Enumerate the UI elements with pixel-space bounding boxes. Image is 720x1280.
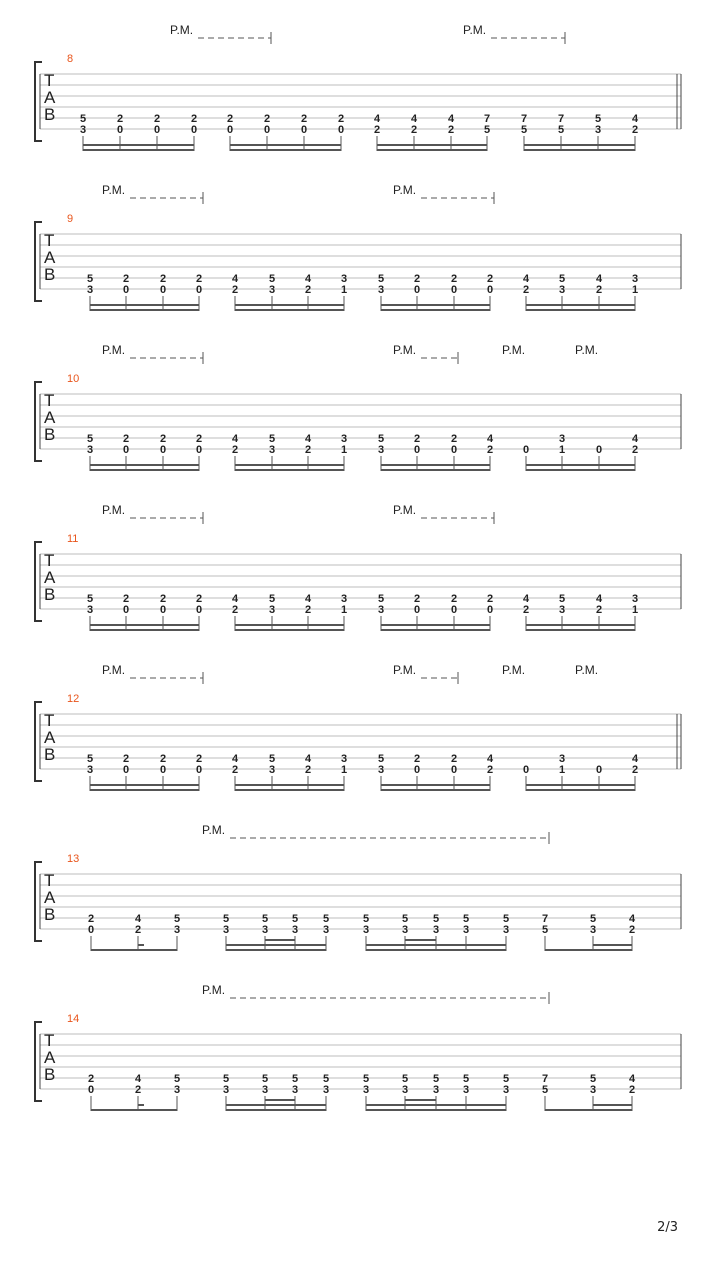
fret-number: 0 — [195, 604, 203, 616]
tab-clef-t: T — [44, 551, 55, 570]
palm-mute-label: P.M. — [102, 503, 126, 517]
fret-number: 0 — [122, 604, 130, 616]
fret-number: 3 — [86, 604, 94, 616]
fret-number: 0 — [159, 764, 167, 776]
tab-clef-b: B — [44, 1065, 56, 1084]
measure-number: 11 — [67, 533, 79, 545]
fret-number: 5 — [377, 753, 385, 765]
fret-number: 5 — [322, 1073, 330, 1085]
fret-number: 2 — [486, 444, 494, 456]
fret-number: 5 — [401, 913, 409, 925]
fret-number: 3 — [558, 433, 566, 445]
fret-number: 3 — [502, 1084, 510, 1096]
fret-number: 5 — [86, 273, 94, 285]
fret-number: 0 — [226, 124, 234, 136]
tab-clef-b: B — [44, 265, 56, 284]
fret-number: 7 — [557, 113, 565, 125]
fret-number: 2 — [231, 764, 239, 776]
fret-number: 7 — [483, 113, 491, 125]
fret-number: 3 — [377, 284, 385, 296]
fret-number: 3 — [222, 1084, 230, 1096]
fret-number: 2 — [450, 273, 458, 285]
fret-number: 3 — [86, 444, 94, 456]
fret-number: 3 — [268, 604, 276, 616]
tab-clef-t: T — [44, 391, 55, 410]
fret-number: 7 — [520, 113, 528, 125]
palm-mute-label: P.M. — [502, 663, 526, 677]
fret-number: 3 — [558, 753, 566, 765]
fret-number: 2 — [159, 593, 167, 605]
fret-number: 2 — [413, 433, 421, 445]
tab-clef-b: B — [44, 745, 56, 764]
fret-number: 4 — [134, 913, 142, 925]
fret-number: 1 — [340, 444, 348, 456]
fret-number: 2 — [447, 124, 455, 136]
fret-number: 2 — [159, 273, 167, 285]
fret-number: 3 — [322, 924, 330, 936]
fret-number: 0 — [450, 284, 458, 296]
fret-number: 4 — [447, 113, 455, 125]
fret-number: 2 — [304, 764, 312, 776]
fret-number: 3 — [261, 1084, 269, 1096]
fret-number: 3 — [268, 764, 276, 776]
fret-number: 4 — [628, 913, 636, 925]
fret-number: 2 — [486, 593, 494, 605]
tab-clef-t: T — [44, 231, 55, 250]
palm-mute-label: P.M. — [393, 343, 417, 357]
fret-number: 2 — [231, 604, 239, 616]
palm-mute-label: P.M. — [502, 343, 526, 357]
fret-number: 5 — [541, 924, 549, 936]
tab-clef-t: T — [44, 871, 55, 890]
fret-number: 3 — [432, 924, 440, 936]
fret-number: 0 — [450, 444, 458, 456]
fret-number: 2 — [159, 433, 167, 445]
fret-number: 3 — [261, 924, 269, 936]
fret-number: 5 — [502, 913, 510, 925]
fret-number: 5 — [222, 913, 230, 925]
fret-number: 2 — [595, 604, 603, 616]
fret-number: 0 — [122, 444, 130, 456]
measure-number: 10 — [67, 373, 80, 385]
measure-number: 9 — [67, 213, 74, 225]
fret-number: 1 — [340, 604, 348, 616]
fret-number: 0 — [595, 444, 603, 456]
measure-number: 14 — [67, 1013, 80, 1025]
fret-number: 5 — [173, 1073, 181, 1085]
fret-number: 2 — [87, 1073, 95, 1085]
fret-number: 4 — [304, 593, 312, 605]
fret-number: 4 — [595, 593, 603, 605]
fret-number: 3 — [401, 1084, 409, 1096]
fret-number: 2 — [195, 753, 203, 765]
fret-number: 5 — [362, 1073, 370, 1085]
fret-number: 2 — [116, 113, 124, 125]
fret-number: 0 — [195, 284, 203, 296]
fret-number: 0 — [450, 764, 458, 776]
fret-number: 0 — [195, 444, 203, 456]
fret-number: 3 — [558, 284, 566, 296]
fret-number: 0 — [122, 284, 130, 296]
fret-number: 5 — [558, 273, 566, 285]
fret-number: 3 — [86, 284, 94, 296]
fret-number: 5 — [268, 273, 276, 285]
fret-number: 3 — [377, 444, 385, 456]
tab-system-12 — [35, 663, 681, 791]
fret-number: 4 — [410, 113, 418, 125]
fret-number: 3 — [86, 764, 94, 776]
fret-number: 3 — [173, 924, 181, 936]
tab-clef-b: B — [44, 425, 56, 444]
fret-number: 2 — [190, 113, 198, 125]
tab-system-9 — [35, 183, 681, 311]
fret-number: 5 — [483, 124, 491, 136]
fret-number: 0 — [413, 284, 421, 296]
fret-number: 0 — [450, 604, 458, 616]
fret-number: 5 — [401, 1073, 409, 1085]
tab-clef-a: A — [44, 728, 56, 747]
fret-number: 0 — [522, 444, 530, 456]
fret-number: 2 — [522, 284, 530, 296]
fret-number: 4 — [631, 113, 639, 125]
fret-number: 2 — [87, 913, 95, 925]
fret-number: 3 — [340, 433, 348, 445]
fret-number: 2 — [304, 444, 312, 456]
fret-number: 0 — [595, 764, 603, 776]
fret-number: 2 — [300, 113, 308, 125]
fret-number: 3 — [340, 593, 348, 605]
fret-number: 3 — [594, 124, 602, 136]
palm-mute-label: P.M. — [393, 503, 417, 517]
fret-number: 3 — [362, 1084, 370, 1096]
fret-number: 4 — [522, 593, 530, 605]
fret-number: 5 — [322, 913, 330, 925]
fret-number: 5 — [86, 433, 94, 445]
fret-number: 2 — [373, 124, 381, 136]
tab-system-14 — [35, 983, 681, 1111]
fret-number: 3 — [79, 124, 87, 136]
palm-mute-label: P.M. — [463, 23, 487, 37]
tab-clef-a: A — [44, 408, 56, 427]
fret-number: 3 — [589, 924, 597, 936]
fret-number: 3 — [401, 924, 409, 936]
fret-number: 3 — [432, 1084, 440, 1096]
palm-mute-label: P.M. — [393, 183, 417, 197]
fret-number: 5 — [222, 1073, 230, 1085]
fret-number: 3 — [291, 924, 299, 936]
fret-number: 5 — [432, 913, 440, 925]
fret-number: 4 — [373, 113, 381, 125]
palm-mute-label: P.M. — [575, 663, 599, 677]
fret-number: 5 — [261, 1073, 269, 1085]
tab-system-8 — [35, 23, 681, 151]
tab-clef-b: B — [44, 585, 56, 604]
fret-number: 0 — [87, 1084, 95, 1096]
fret-number: 0 — [190, 124, 198, 136]
fret-number: 5 — [502, 1073, 510, 1085]
fret-number: 4 — [486, 433, 494, 445]
fret-number: 0 — [153, 124, 161, 136]
fret-number: 2 — [122, 593, 130, 605]
fret-number: 3 — [268, 284, 276, 296]
measure-number: 13 — [67, 853, 80, 865]
fret-number: 2 — [122, 273, 130, 285]
fret-number: 7 — [541, 913, 549, 925]
fret-number: 0 — [413, 444, 421, 456]
fret-number: 1 — [340, 764, 348, 776]
fret-number: 5 — [432, 1073, 440, 1085]
fret-number: 4 — [631, 433, 639, 445]
tab-system-13 — [35, 823, 681, 951]
fret-number: 2 — [231, 284, 239, 296]
fret-number: 0 — [116, 124, 124, 136]
tab-clef-b: B — [44, 905, 56, 924]
fret-number: 3 — [291, 1084, 299, 1096]
fret-number: 0 — [486, 604, 494, 616]
fret-number: 0 — [413, 764, 421, 776]
palm-mute-label: P.M. — [102, 183, 126, 197]
fret-number: 5 — [268, 433, 276, 445]
fret-number: 4 — [486, 753, 494, 765]
fret-number: 5 — [462, 1073, 470, 1085]
fret-number: 4 — [628, 1073, 636, 1085]
fret-number: 3 — [340, 273, 348, 285]
tab-clef-a: A — [44, 888, 56, 907]
fret-number: 2 — [413, 593, 421, 605]
fret-number: 1 — [558, 444, 566, 456]
fret-number: 3 — [340, 753, 348, 765]
fret-number: 2 — [122, 433, 130, 445]
fret-number: 5 — [558, 593, 566, 605]
fret-number: 2 — [195, 433, 203, 445]
fret-number: 5 — [462, 913, 470, 925]
fret-number: 3 — [268, 444, 276, 456]
fret-number: 5 — [291, 1073, 299, 1085]
fret-number: 2 — [195, 273, 203, 285]
fret-number: 5 — [173, 913, 181, 925]
fret-number: 1 — [631, 284, 639, 296]
fret-number: 2 — [631, 444, 639, 456]
fret-number: 0 — [122, 764, 130, 776]
fret-number: 5 — [261, 913, 269, 925]
fret-number: 3 — [377, 604, 385, 616]
measure-number: 8 — [67, 53, 74, 65]
fret-number: 2 — [628, 1084, 636, 1096]
fret-number: 2 — [122, 753, 130, 765]
fret-number: 2 — [231, 444, 239, 456]
fret-number: 3 — [631, 593, 639, 605]
fret-number: 0 — [87, 924, 95, 936]
fret-number: 4 — [522, 273, 530, 285]
fret-number: 3 — [462, 1084, 470, 1096]
palm-mute-label: P.M. — [575, 343, 599, 357]
fret-number: 5 — [541, 1084, 549, 1096]
palm-mute-label: P.M. — [393, 663, 417, 677]
fret-number: 4 — [631, 753, 639, 765]
fret-number: 2 — [413, 753, 421, 765]
fret-number: 3 — [173, 1084, 181, 1096]
fret-number: 2 — [486, 764, 494, 776]
fret-number: 2 — [522, 604, 530, 616]
fret-number: 0 — [486, 284, 494, 296]
fret-number: 4 — [231, 433, 239, 445]
fret-number: 4 — [134, 1073, 142, 1085]
fret-number: 2 — [450, 593, 458, 605]
fret-number: 5 — [86, 593, 94, 605]
fret-number: 1 — [558, 764, 566, 776]
palm-mute-label: P.M. — [102, 343, 126, 357]
fret-number: 0 — [159, 604, 167, 616]
fret-number: 3 — [362, 924, 370, 936]
fret-number: 0 — [413, 604, 421, 616]
fret-number: 2 — [631, 764, 639, 776]
fret-number: 4 — [231, 273, 239, 285]
fret-number: 1 — [340, 284, 348, 296]
fret-number: 2 — [304, 284, 312, 296]
fret-number: 5 — [377, 273, 385, 285]
fret-number: 1 — [631, 604, 639, 616]
fret-number: 5 — [589, 913, 597, 925]
fret-number: 3 — [322, 1084, 330, 1096]
fret-number: 2 — [226, 113, 234, 125]
fret-number: 3 — [222, 924, 230, 936]
fret-number: 2 — [263, 113, 271, 125]
fret-number: 0 — [263, 124, 271, 136]
fret-number: 2 — [450, 433, 458, 445]
fret-number: 0 — [159, 284, 167, 296]
page-number: 2/3 — [657, 1220, 678, 1235]
fret-number: 4 — [304, 753, 312, 765]
fret-number: 5 — [557, 124, 565, 136]
tab-clef-t: T — [44, 1031, 55, 1050]
tab-clef-t: T — [44, 711, 55, 730]
fret-number: 5 — [377, 593, 385, 605]
fret-number: 0 — [522, 764, 530, 776]
fret-number: 5 — [268, 593, 276, 605]
fret-number: 5 — [594, 113, 602, 125]
tab-clef-a: A — [44, 248, 56, 267]
fret-number: 2 — [304, 604, 312, 616]
fret-number: 3 — [631, 273, 639, 285]
fret-number: 5 — [268, 753, 276, 765]
fret-number: 3 — [377, 764, 385, 776]
fret-number: 5 — [291, 913, 299, 925]
palm-mute-label: P.M. — [202, 983, 226, 997]
fret-number: 3 — [502, 924, 510, 936]
palm-mute-label: P.M. — [102, 663, 126, 677]
fret-number: 5 — [377, 433, 385, 445]
fret-number: 2 — [153, 113, 161, 125]
fret-number: 2 — [337, 113, 345, 125]
fret-number: 7 — [541, 1073, 549, 1085]
fret-number: 2 — [595, 284, 603, 296]
fret-number: 0 — [195, 764, 203, 776]
fret-number: 3 — [462, 924, 470, 936]
fret-number: 0 — [337, 124, 345, 136]
tab-system-10 — [35, 343, 681, 471]
fret-number: 2 — [628, 924, 636, 936]
fret-number: 5 — [362, 913, 370, 925]
fret-number: 3 — [558, 604, 566, 616]
fret-number: 0 — [159, 444, 167, 456]
fret-number: 4 — [304, 433, 312, 445]
fret-number: 4 — [231, 593, 239, 605]
fret-number: 2 — [134, 1084, 142, 1096]
palm-mute-label: P.M. — [202, 823, 226, 837]
fret-number: 2 — [134, 924, 142, 936]
fret-number: 2 — [195, 593, 203, 605]
measure-number: 12 — [67, 693, 80, 705]
fret-number: 4 — [595, 273, 603, 285]
fret-number: 2 — [486, 273, 494, 285]
fret-number: 5 — [589, 1073, 597, 1085]
fret-number: 2 — [450, 753, 458, 765]
tab-clef-b: B — [44, 105, 56, 124]
fret-number: 0 — [300, 124, 308, 136]
fret-number: 2 — [631, 124, 639, 136]
fret-number: 2 — [410, 124, 418, 136]
fret-number: 5 — [520, 124, 528, 136]
fret-number: 3 — [589, 1084, 597, 1096]
tab-clef-t: T — [44, 71, 55, 90]
fret-number: 5 — [79, 113, 87, 125]
fret-number: 2 — [413, 273, 421, 285]
tab-clef-a: A — [44, 1048, 56, 1067]
fret-number: 4 — [231, 753, 239, 765]
fret-number: 2 — [159, 753, 167, 765]
tab-clef-a: A — [44, 568, 56, 587]
fret-number: 4 — [304, 273, 312, 285]
tab-clef-a: A — [44, 88, 56, 107]
palm-mute-label: P.M. — [170, 23, 194, 37]
fret-number: 5 — [86, 753, 94, 765]
tab-system-11 — [35, 503, 681, 631]
